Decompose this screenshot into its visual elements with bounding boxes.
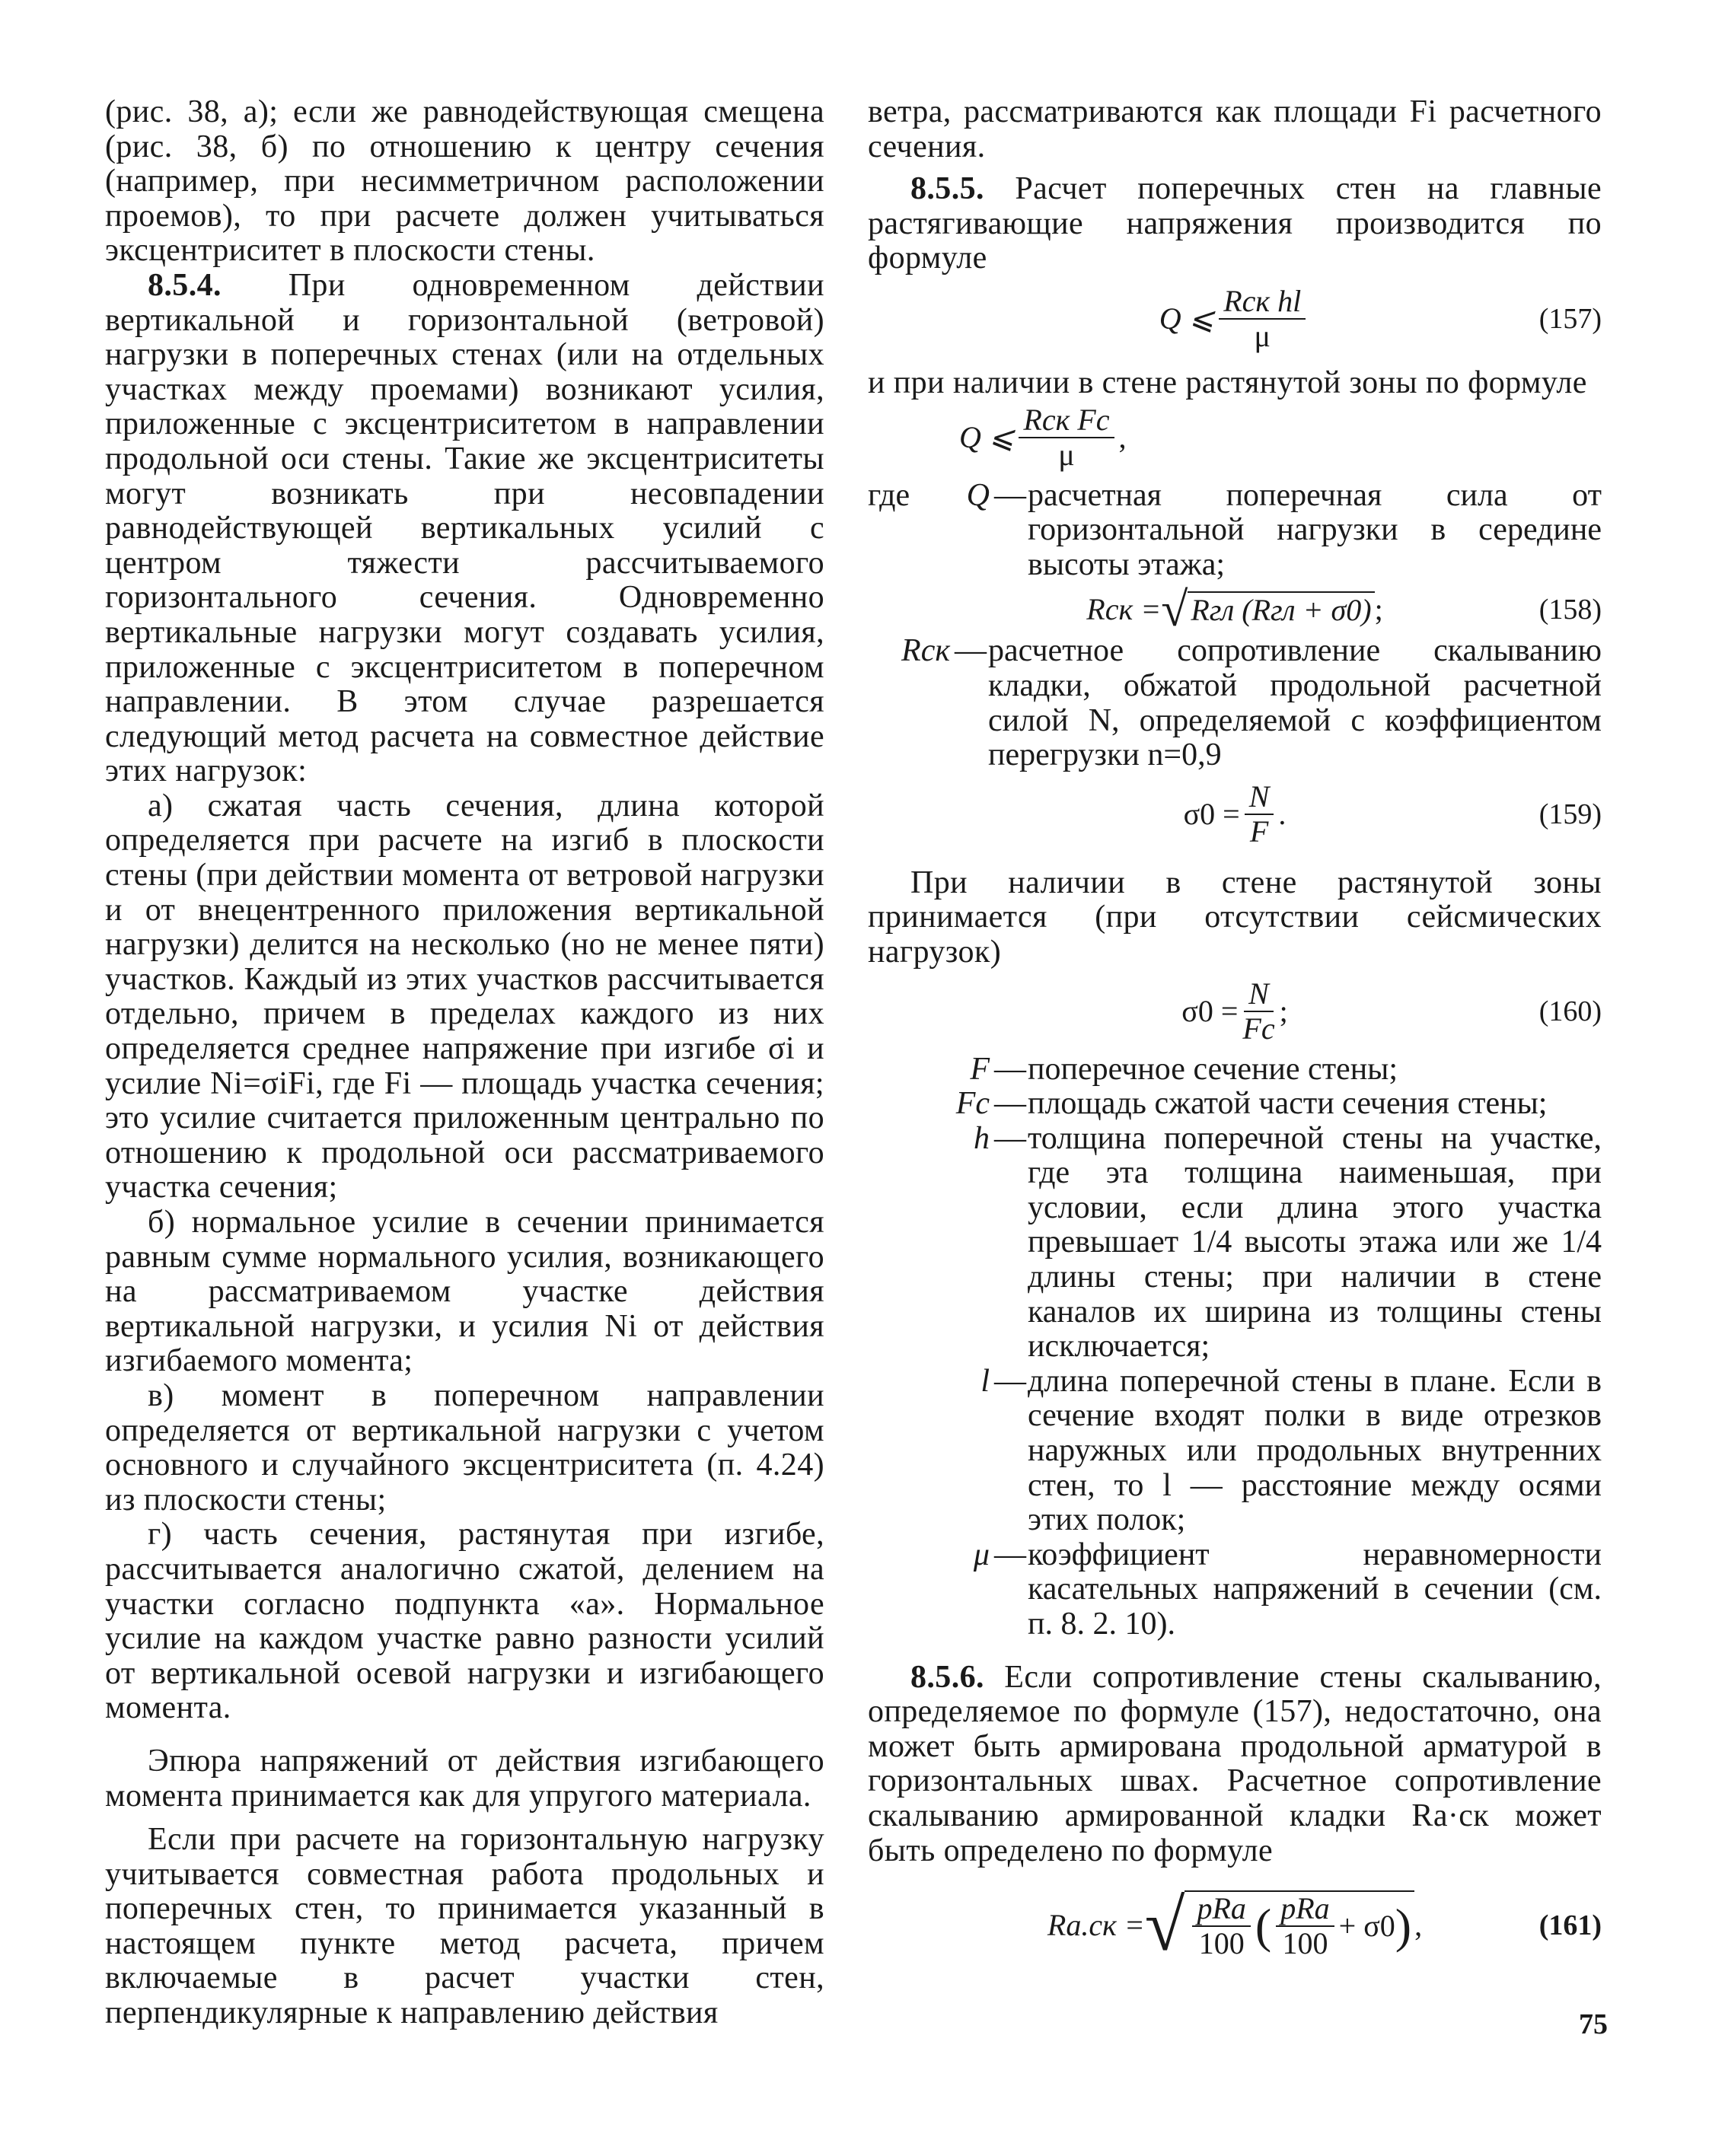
fraction: [1192, 1892, 1250, 1960]
section-number: 8.5.4.: [148, 267, 222, 303]
formula-lhs: σ0 =: [1181, 993, 1239, 1028]
list-item-g: г) часть сечения, растянутая при изгибе, рассчитывается аналогично сжатой, делением на участки согласно подпункта «а». Нормальное усилие на каждом участке равно разности усилий от вертикальной осевой нагрузки и изгибающего момента.: [105, 1517, 824, 1726]
definition-dash: —: [994, 1086, 1026, 1122]
definition-text: толщина поперечной стены на участке, где эта толщина наименьшая, при условии, если длина этого участка превышает 1/4 высоты этажа или же 1/4 длины стены; при наличии в стене каналов их ширина из толщины стены исключается;: [1028, 1120, 1602, 1365]
formula-tail: ,: [1118, 419, 1127, 454]
formula-lhs: Rа.ск =: [1047, 1908, 1145, 1943]
paragraph: ветра, рассматриваются как площади Fi расчетного сечения.: [868, 94, 1602, 164]
definition-dash: —: [994, 1363, 1026, 1399]
definition-fc: [868, 1087, 1602, 1122]
definition-f: [868, 1053, 1602, 1088]
radicand: Rгл (Rгл + σ0): [1188, 591, 1374, 628]
numerator: Rск Fс: [1019, 403, 1114, 438]
formula-lhs: σ0 =: [1183, 796, 1240, 831]
list-item-v: в) момент в поперечном направлении определяется от вертикальной нагрузки с учетом основного и случайного эксцентриситета (п. 4.24) из плоскости стены;: [105, 1377, 824, 1517]
formula-160: [868, 970, 1602, 1053]
paragraph: и при наличии в стене растянутой зоны по формуле: [868, 365, 1587, 400]
definition-text: коэффициент неравномерности касательных напряжений в сечении (см. п. 8. 2. 10).: [1028, 1537, 1602, 1642]
paragraph: Эпюра напряжений от действия изгибающего момента принимается как для упругого материала.: [105, 1743, 824, 1814]
formula-159: [868, 773, 1602, 855]
denominator: μ: [1058, 437, 1075, 472]
definition-symbol: F: [970, 1051, 990, 1087]
left-column: [105, 95, 824, 2031]
formula-157-alt-line: [868, 366, 1602, 401]
fraction: [1245, 780, 1274, 849]
numerator: Rск hl: [1219, 285, 1306, 320]
radical-sign: √: [1144, 1884, 1185, 1967]
numerator: pRа: [1276, 1892, 1334, 1927]
definition-dash: —: [994, 477, 1026, 513]
formula-lhs: Q ⩽: [1159, 301, 1215, 336]
definition-mu: [868, 1538, 1602, 1642]
formula-number: (161): [1538, 1909, 1602, 1942]
definition-q: [868, 479, 1602, 583]
formula-term: + σ0: [1338, 1909, 1395, 1944]
fraction: [1242, 977, 1274, 1046]
formula-number: (157): [1538, 302, 1602, 335]
definition-text: поперечное сечение стены;: [1028, 1051, 1398, 1087]
formula-tail: ;: [1279, 993, 1288, 1028]
formula-lhs: Rск =: [1086, 592, 1162, 627]
paragraph: Если при расчете на горизонтальную нагрузку учитывается совместная работа продольных и поперечных стен, то принимается указанный в настоящем пункте метод расчета, причем включаемые в расчет участки стен, перпендикулярные к направлению действия: [105, 1822, 824, 2031]
formula-number: (160): [1538, 995, 1602, 1027]
formula-157-alt: [868, 401, 1602, 474]
numerator: pRа: [1192, 1892, 1250, 1927]
definition-symbol: Fс: [955, 1086, 990, 1122]
formula-tail: ,: [1414, 1908, 1423, 1943]
radical-sign: √: [1161, 582, 1188, 637]
section-text: Расчет поперечных стен на главные растягивающие напряжения производится по формуле: [868, 171, 1602, 276]
section-number: 8.5.6.: [910, 1659, 984, 1695]
definition-symbol: μ: [973, 1537, 990, 1572]
formula-lhs: Q ⩽: [959, 419, 1015, 454]
list-item-b: б) нормальное усилие в сечении принимается равным сумме нормального усилия, возникающего на рассматриваемом участке действия вертикальной нагрузки, и усилия Ni от действия изгибаемого момента;: [105, 1205, 824, 1379]
denominator: Fс: [1242, 1011, 1275, 1046]
radicand: [1185, 1890, 1414, 1960]
section-8-5-6: [868, 1661, 1602, 1869]
definition-text: расчетная поперечная сила от горизонтальной нагрузки в середине высоты этажа;: [1028, 477, 1602, 582]
formula-157: [868, 276, 1602, 361]
formula-number: (159): [1538, 798, 1602, 830]
formula-161: [868, 1876, 1602, 1975]
denominator: F: [1249, 814, 1269, 849]
denominator: 100: [1198, 1926, 1245, 1961]
right-column: [868, 95, 1602, 1975]
open-paren: (: [1255, 1899, 1272, 1954]
paragraph: При наличии в стене растянутой зоны принимается (при отсутствии сейсмических нагрузок): [868, 865, 1602, 970]
section-number: 8.5.5.: [910, 171, 984, 207]
formula-tail: ;: [1374, 592, 1383, 627]
close-paren: ): [1395, 1899, 1412, 1954]
section-text: При одновременном действии вертикальной и горизонтальной (ветровой) нагрузки в поперечных стенах (или на отдельных участках между проемами) возникают усилия, приложенные с эксцентриситетом в направлении продольной оси стены. Такие же эксцентриситеты могут возникать при несовпадении равнодействующей вертикальных усилий с центром тяжести рассчитываемого горизонтального сечения. Одновременно вертикальные нагрузки могут создавать усилия, приложенные с эксцентриситетом в поперечном направлении. В этом случае разрешается следующий метод расчета на совместное действие этих нагрузок:: [105, 267, 824, 789]
definition-text: длина поперечной стены в плане. Если в сечение входят полки в виде отрезков наружных или продольных внутренних стен, то l — расстояние между осями этих полок;: [1028, 1363, 1602, 1538]
denominator: μ: [1254, 318, 1271, 353]
paragraph: (рис. 38, а); если же равнодействующая смещена (рис. 38, б) по отношению к центру сечения (например, при несимметричном расположении проемов), то при расчете должен учитываться эксцентриситет в плоскости стены.: [105, 94, 824, 269]
formula-number: (158): [1538, 594, 1602, 626]
definition-h: [868, 1122, 1602, 1365]
fraction: [1276, 1892, 1334, 1960]
section-text: Если сопротивление стены скалыванию, определяемое по формуле (157), недостаточно, она может быть армирована продольной арматурой в горизонтальных швах. Расчетное сопротивление скалыванию армированной кладки Rа·ск может быть определено по формуле: [868, 1659, 1602, 1868]
definition-text: расчетное сопротивление скалыванию кладки, обжатой продольной расчетной силой N, определяемой с коэффициентом перегрузки n=0,9: [988, 633, 1602, 773]
numerator: N: [1244, 977, 1274, 1012]
definition-text: площадь сжатой части сечения стены;: [1028, 1086, 1548, 1122]
definition-rsk: [859, 634, 1602, 772]
fraction: [1219, 285, 1306, 353]
section-8-5-5: [868, 172, 1602, 276]
definition-symbol: Q: [966, 477, 990, 513]
list-item-a: а) сжатая часть сечения, длина которой определяется при расчете на изгиб в плоскости стены (при действии момента от ветровой нагрузки и от внецентренного приложения вертикальной нагрузки) делится на несколько (но не менее пяти) участков. Каждый из этих участков рассчитывается отдельно, причем в пределах каждого из них определяется среднее напряжение при изгибе σi и усилие Ni=σiFi, где Fi — площадь участка сечения; это усилие считается приложенным центрально по отношению к продольной оси рассматриваемого участка сечения;: [105, 788, 824, 1205]
formula-tail: .: [1278, 796, 1287, 831]
formula-158: [868, 582, 1602, 637]
definition-dash: —: [994, 1537, 1026, 1572]
section-8-5-4: [105, 269, 824, 789]
definition-l: [868, 1365, 1602, 1538]
definition-dash: —: [955, 633, 987, 669]
definition-dash: —: [994, 1120, 1026, 1156]
definitions-list: [868, 1053, 1602, 1642]
definition-symbol: h: [974, 1120, 990, 1156]
where-label: где: [868, 477, 910, 513]
fraction: [1019, 403, 1114, 472]
definition-symbol: Rск: [901, 633, 950, 669]
denominator: 100: [1282, 1926, 1328, 1961]
numerator: N: [1245, 780, 1274, 815]
definition-dash: —: [994, 1051, 1026, 1087]
page-number: 75: [1579, 2008, 1608, 2040]
definition-symbol: l: [980, 1363, 990, 1399]
